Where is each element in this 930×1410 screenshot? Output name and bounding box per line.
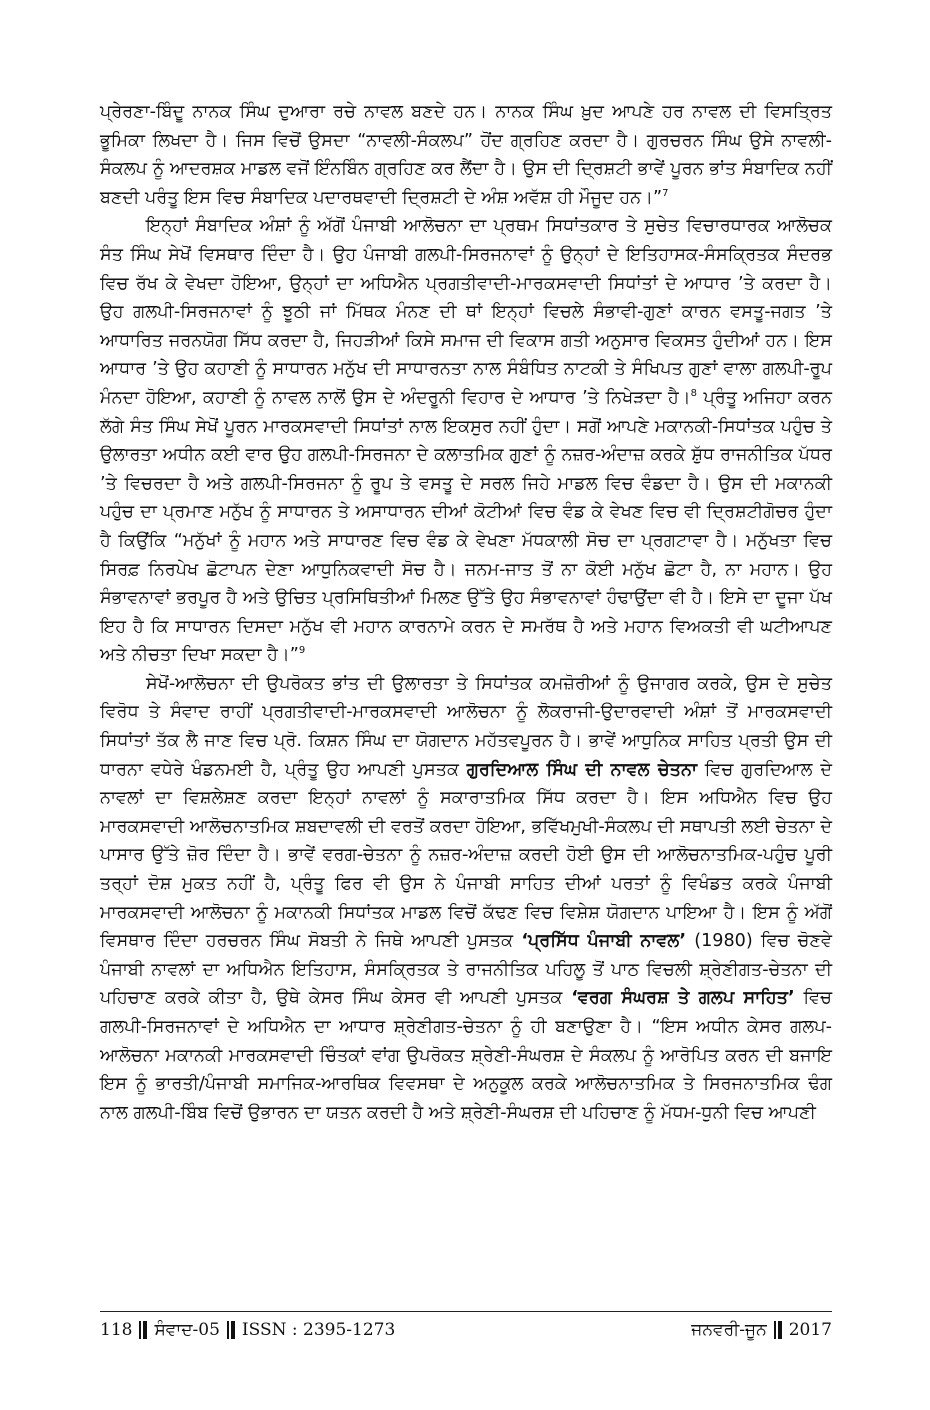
paragraph-text: (1980) ਵਿਚ ਚੋਣਵੇ ਪੰਜਾਬੀ ਨਾਵਲਾਂ ਦਾ ਅਧਿਐਨ ਇਤਿਹਾਸ, ਸੰਸਕ੍ਰਿਤਕ ਤੇ ਰਾਜਨੀਤਿਕ ਪਹਿਲੂ ਤੋਂ ਪਾਠ ਵਿਚਲੀ ਸ਼੍ਰੇਣੀਗਤ-ਚੇਤਨਾ ਦੀ ਪਹਿਚਾਣ ਕਰਕੇ ਕੀਤਾ ਹੈ, ਉਥੇ ਕੇਸਰ ਸਿੰਘ ਕੇਸਰ ਵੀ ਆਪਣੀ ਪੁਸਤਕ (100, 931, 832, 1009)
separator-bars-icon (774, 1321, 782, 1339)
book-title: ‘ਵਰਗ ਸੰਘਰਸ਼ ਤੇ ਗਲਪ ਸਾਹਿਤ’ (571, 988, 795, 1009)
journal-name: ਸੰਵਾਦ-05 (154, 1320, 220, 1340)
paragraph-text: ਵਿਚ ਗੁਰਦਿਆਲ ਦੇ ਨਾਵਲਾਂ ਦਾ ਵਿਸ਼ਲੇਸ਼ਣ ਕਰਦਾ ਇਨ੍ਹਾਂ ਨਾਵਲਾਂ ਨੂੰ ਸਕਾਰਾਤਮਿਕ ਸਿੱਧ ਕਰਦਾ ਹੈ। ਇਸ ਅਧਿਐਨ ਵਿਚ ਉਹ ਮਾਰਕਸਵਾਦੀ ਆਲੋਚਨਾਤਮਿਕ ਸ਼ਬਦਾਵਲੀ ਦੀ ਵਰਤੋਂ ਕਰਦਾ ਹੋਇਆ, ਭਵਿੱਖਮੁਖੀ-ਸੰਕਲਪ ਦੀ ਸਥਾਪਤੀ ਲਈ ਚੇਤਨਾ ਦੇ ਪਾਸਾਰ ਉੱਤੇ ਜ਼ੋਰ ਦਿੰਦਾ ਹੈ। ਭਾਵੇਂ ਵਰਗ-ਚੇਤਨਾ ਨੂੰ ਨਜ਼ਰ-ਅੰਦਾਜ਼ ਕਰਦੀ ਹੋਈ ਉਸ ਦੀ ਆਲੋਚਨਾਤਮਿਕ-ਪਹੁੰਚ ਪੂਰੀ ਤਰ੍ਹਾਂ ਦੋਸ਼ ਮੁਕਤ ਨਹੀਂ ਹੈ, ਪ੍ਰੰਤੂ ਫਿਰ ਵੀ ਉਸ ਨੇ ਪੰਜਾਬੀ ਸਾਹਿਤ ਦੀਆਂ ਪਰਤਾਂ ਨੂੰ ਵਿਖੰਡਤ ਕਰਕੇ ਪੰਜਾਬੀ ਮਾਰਕਸਵਾਦੀ ਆਲੋਚਨਾ ਨੂੰ ਮਕਾਨਕੀ ਸਿਧਾਂਤਕ ਮਾਡਲ ਵਿਚੋਂ ਕੱਢਣ ਵਿਚ ਵਿਸ਼ੇਸ਼ ਯੋਗਦਾਨ ਪਾਇਆ ਹੈ। ਇਸ ਨੂੰ ਅੱਗੋਂ ਵਿਸਥਾਰ ਦਿੰਦਾ ਹਰਚਰਨ ਸਿੰਘ ਸੋਬਤੀ ਨੇ ਜਿਥੇ ਆਪਣੀ ਪੁਸਤਕ (100, 759, 832, 952)
book-title: ਗੁਰਦਿਆਲ ਸਿੰਘ ਦੀ ਨਾਵਲ ਚੇਤਨਾ (466, 759, 697, 780)
footnote-ref[interactable]: 9 (298, 645, 306, 657)
page-number: 118 (100, 1320, 133, 1340)
footnote-ref[interactable]: 8 (690, 388, 697, 400)
issn-text: ISSN : 2395-1273 (241, 1320, 396, 1340)
paragraph-text: ਵਿਚ ਗਲਪੀ-ਸਿਰਜਨਾਵਾਂ ਦੇ ਅਧਿਐਨ ਦਾ ਆਧਾਰ ਸ਼੍ਰੇਣੀਗਤ-ਚੇਤਨਾ ਨੂੰ ਹੀ ਬਣਾਉਣਾ ਹੈ। “ਇਸ ਅਧੀਨ ਕੇਸਰ ਗਲਪ-ਆਲੋਚਨਾ ਮਕਾਨਕੀ ਮਾਰਕਸਵਾਦੀ ਚਿੰਤਕਾਂ ਵਾਂਗ ਉਪਰੋਕਤ ਸ਼੍ਰੇਣੀ-ਸੰਘਰਸ਼ ਦੇ ਸੰਕਲਪ ਨੂੰ ਆਰੋਪਿਤ ਕਰਨ ਦੀ ਬਜਾਇ ਇਸ ਨੂੰ ਭਾਰਤੀ/ਪੰਜਾਬੀ ਸਮਾਜਿਕ-ਆਰਥਿਕ ਵਿਵਸਥਾ ਦੇ ਅਨੁਕੂਲ ਕਰਕੇ ਆਲੋਚਨਾਤਮਿਕ ਤੇ ਸਿਰਜਨਾਤਮਿਕ ਢੰਗ ਨਾਲ ਗਲਪੀ-ਬਿੰਬ ਵਿਚੋਂ ਉਭਾਰਨ ਦਾ ਯਤਨ ਕਰਦੀ ਹੈ ਅਤੇ ਸ਼੍ਰੇਣੀ-ਸੰਘਰਸ਼ ਦੀ ਪਹਿਚਾਣ ਨੂੰ ਮੱਧਮ-ਧੁਨੀ ਵਿਚ ਆਪਣੀ (100, 988, 832, 1123)
separator-bars-icon (227, 1321, 235, 1339)
page-body (100, 98, 832, 1127)
book-title: ‘ਪ੍ਰਸਿੱਧ ਪੰਜਾਬੀ ਨਾਵਲ’ (521, 931, 687, 952)
paragraph-1 (100, 98, 832, 212)
paragraph-2 (100, 212, 832, 670)
issue-period: ਜਨਵਰੀ-ਜੂਨ (691, 1320, 767, 1340)
page-footer (100, 1316, 832, 1344)
issue-year: 2017 (788, 1320, 832, 1340)
paragraph-3 (100, 670, 832, 1128)
footer-left (100, 1316, 395, 1344)
footer-right (691, 1316, 832, 1344)
paragraph-text: ਪ੍ਰੰਤੂ ਅਜਿਹਾ ਕਰਨ ਲੱਗੇ ਸੰਤ ਸਿੰਘ ਸੇਖੋਂ ਪੂਰਨ ਮਾਰਕਸਵਾਦੀ ਸਿਧਾਂਤਾਂ ਨਾਲ ਇਕਸੁਰ ਨਹੀਂ ਹੁੰਦਾ। ਸਗੋਂ ਆਪਣੇ ਮਕਾਨਕੀ-ਸਿਧਾਂਤਕ ਪਹੁੰਚ ਤੇ ਉਲਾਰਤਾ ਅਧੀਨ ਕਈ ਵਾਰ ਉਹ ਗਲਪੀ-ਸਿਰਜਨਾ ਦੇ ਕਲਾਤਮਿਕ ਗੁਣਾਂ ਨੂੰ ਨਜ਼ਰ-ਅੰਦਾਜ਼ ਕਰਕੇ ਸ਼ੁੱਧ ਰਾਜਨੀਤਿਕ ਪੱਧਰ ’ਤੇ ਵਿਚਰਦਾ ਹੈ ਅਤੇ ਗਲਪੀ-ਸਿਰਜਨਾ ਨੂੰ ਰੂਪ ਤੇ ਵਸਤੂ ਦੇ ਸਰਲ ਜਿਹੇ ਮਾਡਲ ਵਿਚ ਵੰਡਦਾ ਹੈ। ਉਸ ਦੀ ਮਕਾਨਕੀ ਪਹੁੰਚ ਦਾ ਪ੍ਰਮਾਣ ਮਨੁੱਖ ਨੂੰ ਸਾਧਾਰਨ ਤੇ ਅਸਾਧਾਰਨ ਦੀਆਂ ਕੋਟੀਆਂ ਵਿਚ ਵੰਡ ਕੇ ਵੇਖਣ ਵਿਚ ਵੀ ਦ੍ਰਿਸ਼ਟੀਗੋਚਰ ਹੁੰਦਾ ਹੈ ਕਿਉਂਕਿ “ਮਨੁੱਖਾਂ ਨੂੰ ਮਹਾਨ ਅਤੇ ਸਾਧਾਰਣ ਵਿਚ ਵੰਡ ਕੇ ਵੇਖਣਾ ਮੱਧਕਾਲੀ ਸੋਚ ਦਾ ਪ੍ਰਗਟਾਵਾ ਹੈ। ਮਨੁੱਖਤਾ ਵਿਚ ਸਿਰਫ਼ ਨਿਰਪੇਖ ਛੋਟਾਪਨ ਦੇਣਾ ਆਧੁਨਿਕਵਾਦੀ ਸੋਚ ਹੈ। ਜਨਮ-ਜਾਤ ਤੋਂ ਨਾ ਕੋਈ ਮਨੁੱਖ ਛੋਟਾ ਹੈ, ਨਾ ਮਹਾਨ। ਉਹ ਸੰਭਾਵਨਾਵਾਂ ਭਰਪੂਰ ਹੈ ਅਤੇ ਉਚਿਤ ਪ੍ਰਸਿਥਿਤੀਆਂ ਮਿਲਣ ਉੱਤੇ ਉਹ ਸੰਭਾਵਨਾਵਾਂ ਹੰਢਾਉਂਦਾ ਵੀ ਹੈ। ਇਸੇ ਦਾ ਦੂਜਾ ਪੱਖ ਇਹ ਹੈ ਕਿ ਸਾਧਾਰਨ ਦਿਸਦਾ ਮਨੁੱਖ ਵੀ ਮਹਾਨ ਕਾਰਨਾਮੇ ਕਰਨ ਦੇ ਸਮਰੱਥ ਹੈ ਅਤੇ ਮਹਾਨ ਵਿਅਕਤੀ ਵੀ ਘਟੀਆਪਣ ਅਤੇ ਨੀਚਤਾ ਦਿਖਾ ਸਕਦਾ ਹੈ।” (100, 387, 832, 666)
footer-rule (100, 1311, 832, 1312)
paragraph-text: ਪ੍ਰੇਰਣਾ-ਬਿੰਦੂ ਨਾਨਕ ਸਿੰਘ ਦੁਆਰਾ ਰਚੇ ਨਾਵਲ ਬਣਦੇ ਹਨ। ਨਾਨਕ ਸਿੰਘ ਖ਼ੁਦ ਆਪਣੇ ਹਰ ਨਾਵਲ ਦੀ ਵਿਸਤ੍ਰਿਤ ਭੂਮਿਕਾ ਲਿਖਦਾ ਹੈ। ਜਿਸ ਵਿਚੋਂ ਉਸਦਾ “ਨਾਵਲੀ-ਸੰਕਲਪ” ਹੋਂਦ ਗ੍ਰਹਿਣ ਕਰਦਾ ਹੈ। ਗੁਰਚਰਨ ਸਿੰਘ ਉਸੇ ਨਾਵਲੀ-ਸੰਕਲਪ ਨੂੰ ਆਦਰਸ਼ਕ ਮਾਡਲ ਵਜੋਂ ਇੰਨਬਿੰਨ ਗ੍ਰਹਿਣ ਕਰ ਲੈਂਦਾ ਹੈ। ਉਸ ਦੀ ਦ੍ਰਿਸ਼ਟੀ ਭਾਵੇਂ ਪੂਰਨ ਭਾਂਤ ਸੰਬਾਦਿਕ ਨਹੀਂ ਬਣਦੀ ਪਰੰਤੂ ਇਸ ਵਿਚ ਸੰਬਾਦਿਕ ਪਦਾਰਥਵਾਦੀ ਦ੍ਰਿਸ਼ਟੀ ਦੇ ਅੰਸ਼ ਅਵੱਸ਼ ਹੀ ਮੌਜੂਦ ਹਨ।” (100, 102, 832, 208)
separator-bars-icon (139, 1321, 147, 1339)
paragraph-text: ਇਨ੍ਹਾਂ ਸੰਬਾਦਿਕ ਅੰਸ਼ਾਂ ਨੂੰ ਅੱਗੋਂ ਪੰਜਾਬੀ ਆਲੋਚਨਾ ਦਾ ਪ੍ਰਥਮ ਸਿਧਾਂਤਕਾਰ ਤੇ ਸੁਚੇਤ ਵਿਚਾਰਧਾਰਕ ਆਲੋਚਕ ਸੰਤ ਸਿੰਘ ਸੇਖੋਂ ਵਿਸਥਾਰ ਦਿੰਦਾ ਹੈ। ਉਹ ਪੰਜਾਬੀ ਗਲਪੀ-ਸਿਰਜਨਾਵਾਂ ਨੂੰ ਉਨ੍ਹਾਂ ਦੇ ਇਤਿਹਾਸਕ-ਸੰਸਕ੍ਰਿਤਕ ਸੰਦਰਭ ਵਿਚ ਰੱਖ ਕੇ ਵੇਖਦਾ ਹੋਇਆ, ਉਨ੍ਹਾਂ ਦਾ ਅਧਿਐਨ ਪ੍ਰਗਤੀਵਾਦੀ-ਮਾਰਕਸਵਾਦੀ ਸਿਧਾਂਤਾਂ ਦੇ ਆਧਾਰ ’ਤੇ ਕਰਦਾ ਹੈ। ਉਹ ਗਲਪੀ-ਸਿਰਜਨਾਵਾਂ ਨੂੰ ਝੂਠੀ ਜਾਂ ਮਿੱਥਕ ਮੰਨਣ ਦੀ ਥਾਂ ਇਨ੍ਹਾਂ ਵਿਚਲੇ ਸੰਭਾਵੀ-ਗੁਣਾਂ ਕਾਰਨ ਵਸਤੂ-ਜਗਤ ’ਤੇ ਆਧਾਰਿਤ ਜਰਨਯੋਗ ਸਿੱਧ ਕਰਦਾ ਹੈ, ਜਿਹੜੀਆਂ ਕਿਸੇ ਸਮਾਜ ਦੀ ਵਿਕਾਸ ਗਤੀ ਅਨੁਸਾਰ ਵਿਕਸਤ ਹੁੰਦੀਆਂ ਹਨ। ਇਸ ਆਧਾਰ ’ਤੇ ਉਹ ਕਹਾਣੀ ਨੂੰ ਸਾਧਾਰਨ ਮਨੁੱਖ ਦੀ ਸਾਧਾਰਨਤਾ ਨਾਲ ਸੰਬੰਧਿਤ ਨਾਟਕੀ ਤੇ ਸੰਖਿਪਤ ਗੁਣਾਂ ਵਾਲਾ ਗਲਪੀ-ਰੂਪ ਮੰਨਦਾ ਹੋਇਆ, ਕਹਾਣੀ ਨੂੰ ਨਾਵਲ ਨਾਲੋਂ ਉਸ ਦੇ ਅੰਦਰੂਨੀ ਵਿਹਾਰ ਦੇ ਆਧਾਰ ’ਤੇ ਨਿਖੇੜਦਾ ਹੈ। (100, 216, 832, 408)
footnote-ref[interactable]: 7 (662, 187, 669, 199)
paragraph-text: ਸੇਖੋਂ-ਆਲੋਚਨਾ ਦੀ ਉਪਰੋਕਤ ਭਾਂਤ ਦੀ ਉਲਾਰਤਾ ਤੇ ਸਿਧਾਂਤਕ ਕਮਜ਼ੋਰੀਆਂ ਨੂੰ ਉਜਾਗਰ ਕਰਕੇ, ਉਸ ਦੇ ਸੁਚੇਤ ਵਿਰੋਧ ਤੇ ਸੰਵਾਦ ਰਾਹੀਂ ਪ੍ਰਗਤੀਵਾਦੀ-ਮਾਰਕਸਵਾਦੀ ਆਲੋਚਨਾ ਨੂੰ ਲੋਕਰਾਜੀ-ਉਦਾਰਵਾਦੀ ਅੰਸ਼ਾਂ ਤੋਂ ਮਾਰਕਸਵਾਦੀ ਸਿਧਾਂਤਾਂ ਤੱਕ ਲੈ ਜਾਣ ਵਿਚ ਪ੍ਰੋ. ਕਿਸ਼ਨ ਸਿੰਘ ਦਾ ਯੋਗਦਾਨ ਮਹੱਤਵਪੂਰਨ ਹੈ। ਭਾਵੇਂ ਆਧੁਨਿਕ ਸਾਹਿਤ ਪ੍ਰਤੀ ਉਸ ਦੀ ਧਾਰਨਾ ਵਧੇਰੇ ਖੰਡਨਮਈ ਹੈ, ਪ੍ਰੰਤੂ ਉਹ ਆਪਣੀ ਪੁਸਤਕ (100, 673, 832, 780)
